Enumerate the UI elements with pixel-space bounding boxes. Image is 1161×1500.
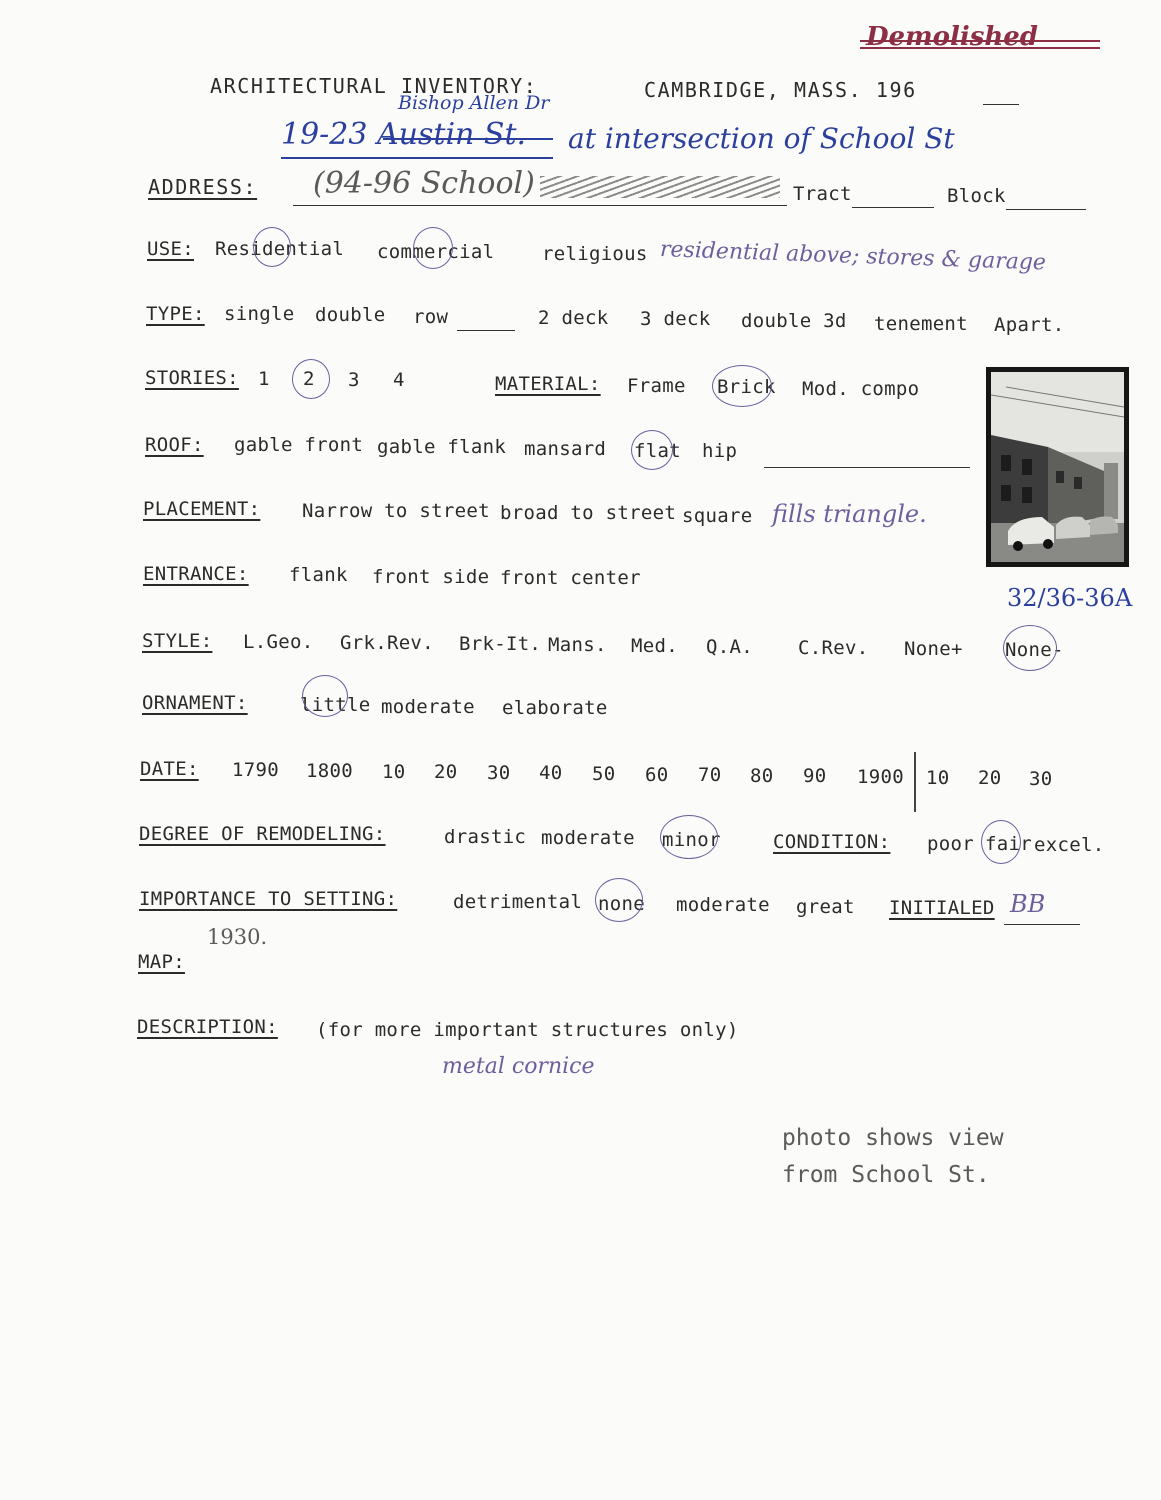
map-note: 1930. (207, 925, 268, 949)
use-commercial: commercial (377, 241, 495, 263)
style-brk-it: Brk-It. (459, 633, 542, 655)
roof-flat: flat (634, 440, 681, 462)
importance-none: none (598, 893, 645, 915)
date-1840: 40 (539, 762, 563, 784)
photo-image (986, 367, 1129, 567)
address-alt: (94-96 School) (313, 166, 535, 201)
entrance-front-side: front side (372, 566, 490, 588)
date-1880: 80 (750, 765, 774, 787)
material-brick: Brick (717, 376, 776, 398)
date-1810: 10 (382, 761, 406, 783)
roof-label: ROOF: (145, 434, 204, 456)
date-1930: 30 (1029, 768, 1053, 790)
date-1790: 1790 (232, 759, 279, 781)
description-note: metal cornice (442, 1054, 595, 1079)
roof-mansard: mansard (524, 438, 607, 460)
style-c-rev: C.Rev. (798, 637, 869, 659)
style-med: Med. (631, 635, 678, 657)
initialed-value: BB (1010, 890, 1046, 918)
type-row: row (413, 306, 449, 328)
date-1860: 60 (645, 764, 669, 786)
type-3-deck: 3 deck (640, 308, 711, 330)
circle-flat (631, 430, 673, 470)
type-label: TYPE: (146, 303, 205, 325)
importance-label: IMPORTANCE TO SETTING: (139, 888, 398, 910)
material-mod-compo: Mod. compo (802, 378, 920, 400)
year-blank (983, 104, 1019, 105)
entrance-front-center: front center (500, 567, 641, 589)
tract-label: Tract (793, 183, 852, 205)
material-label: MATERIAL: (495, 373, 601, 395)
stories-1: 1 (258, 368, 270, 390)
placement-narrow: Narrow to street (302, 500, 490, 522)
block-blank (1006, 209, 1086, 210)
date-1870: 70 (698, 764, 722, 786)
circle-none-minus (1003, 625, 1057, 671)
condition-poor: poor (927, 833, 974, 855)
building-photo (986, 367, 1129, 567)
street-underline (281, 157, 553, 159)
style-none-plus: None+ (904, 638, 963, 660)
ornament-label: ORNAMENT: (142, 692, 248, 714)
photo-note-line2: from School St. (782, 1162, 990, 1188)
placement-label: PLACEMENT: (143, 498, 261, 520)
type-apart: Apart. (994, 314, 1065, 336)
placement-square: square (682, 505, 753, 527)
material-frame: Frame (627, 375, 686, 397)
type-double-3d: double 3d (741, 310, 847, 332)
scribble-out (540, 176, 780, 198)
photo-note-line1: photo shows view (782, 1125, 1004, 1151)
date-label: DATE: (140, 758, 199, 780)
condition-excel: excel. (1034, 834, 1105, 856)
demolished-strike (860, 40, 1100, 42)
entrance-flank: flank (289, 564, 348, 586)
type-tenement: tenement (874, 313, 968, 335)
circle-fair (981, 820, 1021, 864)
importance-moderate: moderate (676, 894, 770, 916)
roof-blank (764, 467, 970, 468)
entrance-label: ENTRANCE: (143, 563, 249, 585)
style-grk-rev: Grk.Rev. (340, 632, 434, 654)
roof-gable-flank: gable flank (377, 436, 507, 458)
remodeling-minor: minor (662, 829, 721, 851)
style-qa: Q.A. (706, 636, 753, 658)
ornament-moderate: moderate (381, 696, 475, 718)
stories-label: STORIES: (145, 367, 239, 389)
form-title: ARCHITECTURAL INVENTORY: (210, 74, 538, 98)
map-label: MAP: (138, 951, 185, 973)
photo-ref: 32/36-36A (1007, 584, 1133, 612)
address-above: Bishop Allen Dr (398, 92, 550, 114)
date-1920: 20 (978, 767, 1002, 789)
condition-fair: fair (985, 833, 1032, 855)
style-l-geo: L.Geo. (243, 631, 314, 653)
form-city: CAMBRIDGE, MASS. 196 (644, 78, 917, 102)
row-blank (457, 330, 515, 331)
circle-stories-2 (292, 359, 330, 399)
initialed-label: INITIALED (889, 897, 995, 919)
description-hint: (for more important structures only) (316, 1019, 739, 1041)
importance-great: great (796, 896, 855, 918)
circle-brick (712, 365, 772, 407)
remodeling-moderate: moderate (541, 827, 635, 849)
date-divider (914, 752, 916, 812)
demolished-strike-2 (860, 47, 1100, 49)
importance-detrimental: detrimental (453, 891, 583, 913)
stories-4: 4 (393, 369, 405, 391)
type-2-deck: 2 deck (538, 307, 609, 329)
remodeling-drastic: drastic (444, 826, 527, 848)
roof-hip: hip (702, 440, 738, 462)
date-1900: 1900 (857, 766, 904, 788)
use-label: USE: (147, 238, 194, 260)
condition-label: CONDITION: (773, 831, 891, 853)
circle-minor (660, 815, 718, 859)
address-intersection: at intersection of School St (568, 122, 955, 155)
date-1910: 10 (926, 767, 950, 789)
date-1830: 30 (487, 762, 511, 784)
stories-3: 3 (348, 369, 360, 391)
stories-2: 2 (303, 368, 315, 390)
placement-note: fills triangle. (772, 500, 927, 528)
circle-commercial (413, 227, 453, 269)
street-strike (383, 138, 553, 140)
address-street: 19-23 Austin St. (281, 117, 527, 152)
tract-blank (852, 207, 934, 208)
style-none-minus: None- (1005, 639, 1064, 661)
initialed-blank (1004, 924, 1080, 925)
type-single: single (224, 303, 295, 325)
date-1820: 20 (434, 761, 458, 783)
address-label: ADDRESS: (148, 175, 258, 199)
style-label: STYLE: (142, 630, 213, 652)
demolished-stamp: Demolished (866, 22, 1038, 52)
date-1800: 1800 (306, 760, 353, 782)
circle-none (595, 878, 643, 922)
address-blank (293, 205, 787, 206)
description-label: DESCRIPTION: (137, 1016, 278, 1038)
type-double: double (315, 304, 386, 326)
remodeling-label: DEGREE OF REMODELING: (139, 823, 386, 845)
use-note: residential above; stores & garage (659, 237, 1047, 276)
use-residential: Residential (215, 238, 345, 260)
circle-residential (253, 227, 291, 267)
ornament-little: little (300, 694, 371, 716)
date-1890: 90 (803, 765, 827, 787)
use-religious: religious (542, 243, 648, 265)
placement-broad: broad to street (500, 502, 677, 524)
style-mans: Mans. (548, 634, 607, 656)
ornament-elaborate: elaborate (502, 697, 608, 719)
block-label: Block (947, 185, 1006, 207)
circle-little (302, 675, 348, 717)
date-1850: 50 (592, 763, 616, 785)
roof-gable-front: gable front (234, 434, 364, 456)
